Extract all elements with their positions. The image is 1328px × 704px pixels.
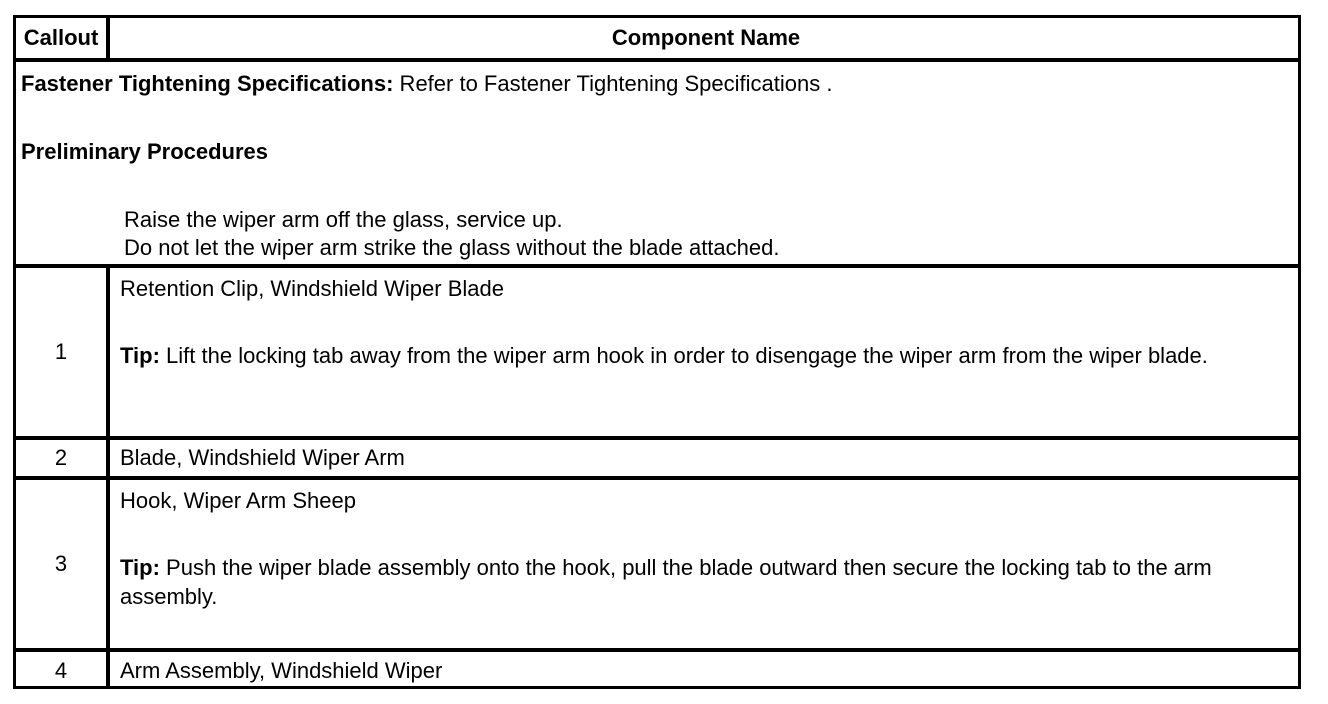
table-row: [16, 648, 1298, 689]
spec-label: Fastener Tightening Specifications:: [21, 71, 394, 96]
header-component-name: Component Name: [611, 25, 801, 50]
component-cell: [114, 480, 1298, 648]
table-row: [16, 436, 1298, 476]
tip-label: Tip:: [120, 343, 160, 368]
tip-label: Tip:: [120, 555, 160, 580]
component-name: Retention Clip, Windshield Wiper Blade: [120, 276, 504, 301]
component-name: Blade, Windshield Wiper Arm: [120, 445, 405, 470]
callout-cell: 3: [16, 480, 110, 648]
table-row: [16, 476, 1298, 648]
intro-content: [16, 62, 1298, 270]
preliminary-steps: [21, 206, 1293, 262]
preliminary-step-1: Raise the wiper arm off the glass, service up.: [124, 207, 563, 232]
tip-text: Push the wiper blade assembly onto the hook, pull the blade outward then secure the locking tab to the arm assembly.: [120, 555, 1212, 609]
component-name: Hook, Wiper Arm Sheep: [120, 488, 356, 513]
tip-text: Lift the locking tab away from the wiper arm hook in order to disengage the wiper arm from the wiper blade.: [159, 343, 1208, 368]
callout-cell: 2: [16, 440, 110, 476]
component-tip: [120, 553, 1284, 611]
spec-text: Refer to Fastener Tightening Specifications .: [393, 71, 833, 96]
intro-row: [16, 58, 1298, 264]
component-tip: [120, 341, 1284, 370]
component-cell: [114, 268, 1298, 436]
callout-cell: 1: [16, 268, 110, 436]
header-callout: Callout: [16, 18, 110, 58]
preliminary-step-2: Do not let the wiper arm strike the glass without the blade attached.: [124, 235, 780, 260]
table-header: [16, 18, 1298, 58]
component-table: [13, 15, 1301, 689]
component-name: Arm Assembly, Windshield Wiper: [120, 657, 443, 683]
table-row: [16, 264, 1298, 436]
callout-cell: 4: [16, 652, 110, 689]
preliminary-title: Preliminary Procedures: [21, 139, 269, 164]
tightening-spec: [21, 70, 1293, 98]
